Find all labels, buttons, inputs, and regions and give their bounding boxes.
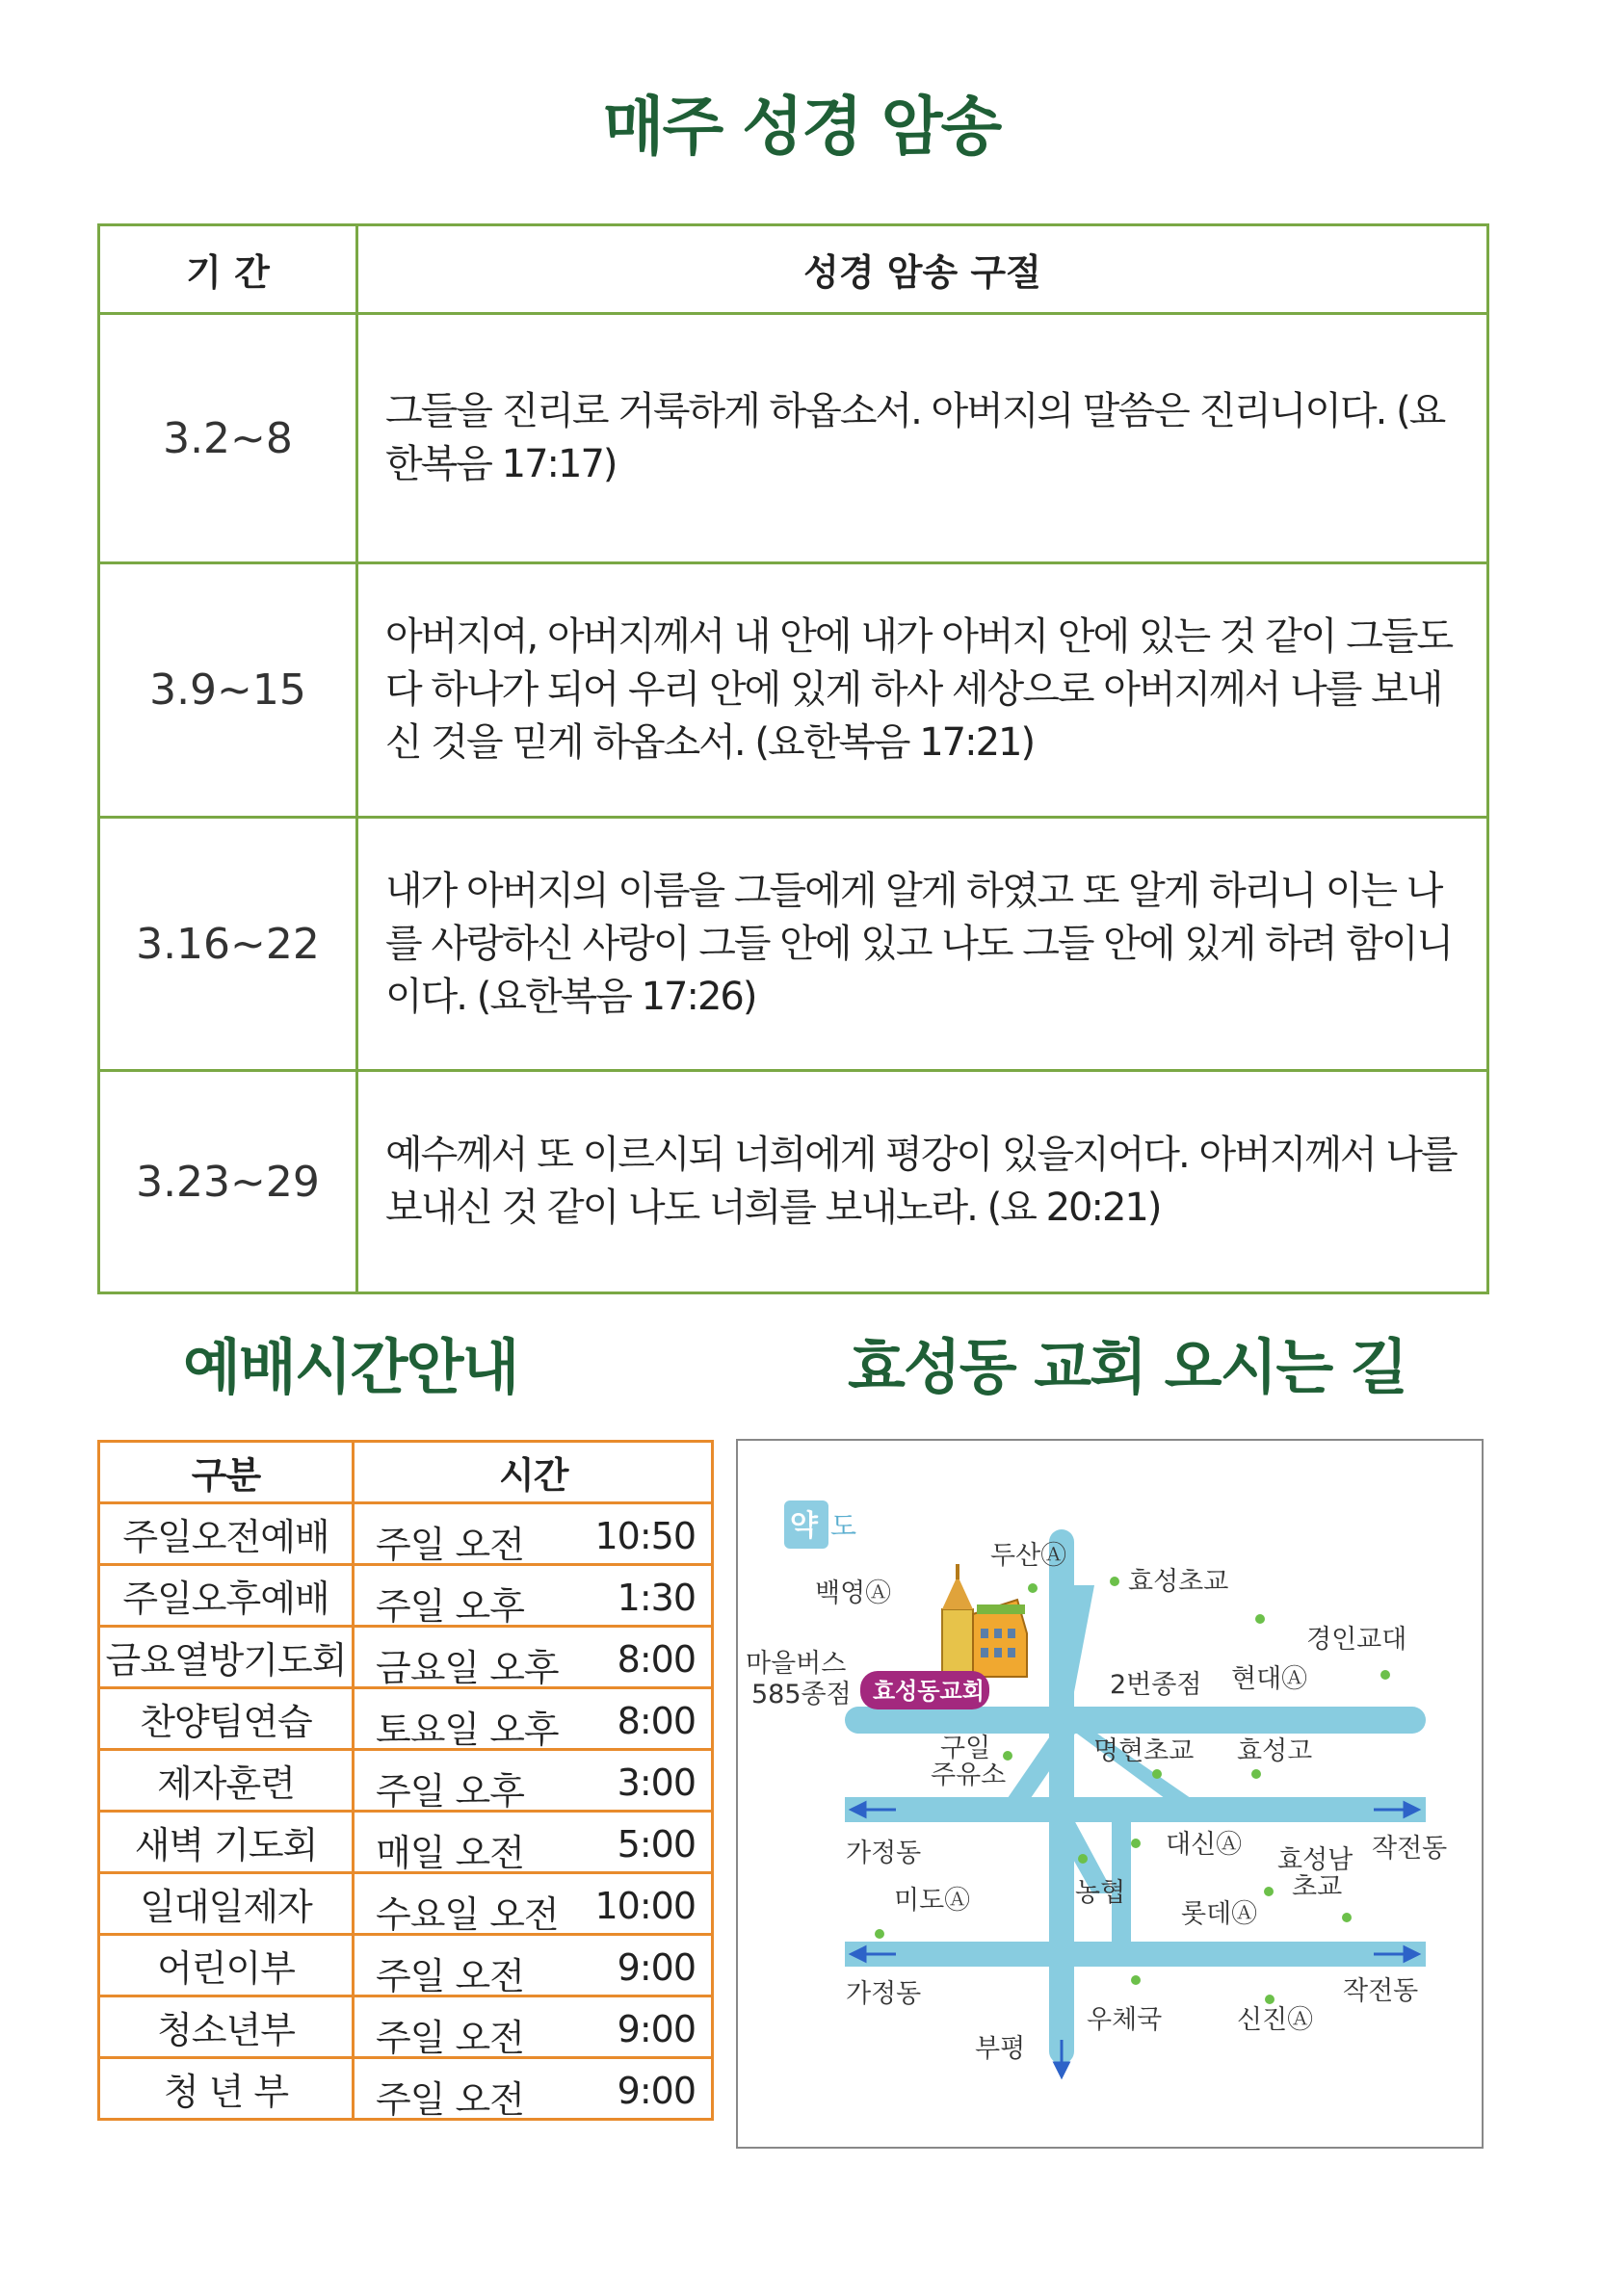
worship-schedule-table: [97, 1440, 714, 2121]
verse-memorization-table: [97, 223, 1489, 1294]
label-hyoseong-elem: 효성초교: [1128, 1567, 1229, 1597]
directions-map: [736, 1439, 1484, 2149]
service-day: 주일 오전: [376, 1955, 524, 1997]
church-icon: [942, 1564, 1027, 1677]
verse-cell: 예수께서 또 이르시되 너희에게 평강이 있을지어다. 아버지께서 나를 보내신 것 같이 나도 너희를 보내노라. (요 20:21): [357, 1071, 1488, 1293]
church-label: 효성동교회: [873, 1678, 985, 1705]
period-cell: 3.2~8: [99, 314, 357, 563]
worship-times-title: 예배시간안내: [183, 1332, 518, 1402]
label-myeonghyeon: 명현초교: [1093, 1736, 1195, 1766]
label-hyoseongnam-2: 초교: [1292, 1872, 1343, 1902]
table-row: [99, 818, 1488, 1071]
table-row: [99, 1935, 713, 1996]
service-clock: 8:00: [617, 1700, 696, 1742]
label-post: 우체국: [1087, 2005, 1163, 2035]
label-gajeong-bottom: 가정동: [846, 1979, 922, 2009]
service-day: 주일 오전: [376, 2017, 524, 2059]
label-gyeongin-edu: 경인교대: [1306, 1625, 1407, 1655]
label-hyoseongnam-1: 효성남: [1277, 1845, 1353, 1875]
service-name: 일대일제자: [99, 1873, 354, 1935]
service-clock: 8:00: [617, 1638, 696, 1681]
header-time: 시간: [354, 1442, 713, 1503]
service-name: 주일오후예배: [99, 1565, 354, 1627]
label-bupyeong: 부평: [975, 2034, 1026, 2064]
verse-section-title: 매주 성경 암송: [602, 90, 1001, 164]
legend-do: 도: [830, 1510, 857, 1542]
table-row: [99, 1873, 713, 1935]
service-day: 주일 오후: [376, 1770, 524, 1813]
label-nonghyup: 농협: [1075, 1878, 1126, 1908]
service-day: 매일 오전: [376, 1832, 524, 1874]
service-day: 금요일 오후: [376, 1647, 559, 1689]
header-category: 구분: [99, 1442, 354, 1503]
label-bus-1: 마을버스: [746, 1649, 847, 1679]
label-hyundai: 현대Ⓐ: [1231, 1664, 1308, 1694]
service-time: [354, 1812, 713, 1873]
road-middle: [845, 1797, 1426, 1822]
period-cell: 3.16~22: [99, 818, 357, 1071]
service-clock: 10:50: [594, 1515, 696, 1557]
service-clock: 9:00: [617, 2070, 696, 2112]
directions-title: 효성동 교회 오시는 길: [848, 1332, 1406, 1402]
service-clock: 10:00: [594, 1885, 696, 1927]
label-baekyeong: 백영Ⓐ: [815, 1578, 892, 1608]
verse-cell: 아버지여, 아버지께서 내 안에 내가 아버지 안에 있는 것 같이 그들도 다 하나가 되어 우리 안에 있게 하사 세상으로 아버지께서 나를 보내신 것을 믿게 하옵소서. (요한복음 17:21): [357, 563, 1488, 818]
label-jakjeon-bottom: 작전동: [1343, 1976, 1419, 2006]
service-clock: 9:00: [617, 1946, 696, 1989]
service-time: [354, 1503, 713, 1565]
table-row: [99, 1688, 713, 1750]
table-row: [99, 2058, 713, 2120]
table-row: [99, 563, 1488, 818]
service-name: 청 년 부: [99, 2058, 354, 2120]
service-time: [354, 2058, 713, 2120]
verse-cell: 내가 아버지의 이름을 그들에게 알게 하였고 또 알게 하리니 이는 나를 사랑하신 사랑이 그들 안에 있고 나도 그들 안에 있게 하려 함이니이다. (요한복음 17:26): [357, 818, 1488, 1071]
legend-yak: 약: [790, 1509, 818, 1543]
map-legend: [784, 1500, 856, 1549]
service-name: 제자훈련: [99, 1750, 354, 1812]
service-time: [354, 1688, 713, 1750]
label-bus-2: 585종점: [751, 1680, 852, 1709]
service-day: 주일 오후: [376, 1585, 524, 1628]
service-day: 주일 오전: [376, 1524, 524, 1566]
service-time: [354, 1996, 713, 2058]
period-cell: 3.23~29: [99, 1071, 357, 1293]
service-name: 어린이부: [99, 1935, 354, 1996]
service-name: 청소년부: [99, 1996, 354, 2058]
verse-cell: 그들을 진리로 거룩하게 하옵소서. 아버지의 말씀은 진리니이다. (요한복음 17:17): [357, 314, 1488, 563]
label-daesin: 대신Ⓐ: [1166, 1830, 1243, 1860]
service-name: 주일오전예배: [99, 1503, 354, 1565]
table-row: [99, 1071, 1488, 1293]
label-guil-2: 주유소: [931, 1761, 1007, 1790]
table-row: [99, 1812, 713, 1873]
table-row: [99, 1996, 713, 2058]
service-clock: 9:00: [617, 2008, 696, 2050]
table-row: [99, 1565, 713, 1627]
service-time: [354, 1627, 713, 1688]
label-lotte: 롯데Ⓐ: [1181, 1899, 1258, 1929]
service-day: 수요일 오전: [376, 1893, 559, 1936]
service-name: 금요열방기도회: [99, 1627, 354, 1688]
table-row: [99, 1750, 713, 1812]
label-guil-1: 구일: [940, 1734, 991, 1763]
header-verse: 성경 암송 구절: [357, 225, 1488, 314]
service-name: 새벽 기도회: [99, 1812, 354, 1873]
label-bus-no2: 2번종점: [1110, 1670, 1202, 1700]
service-day: 주일 오전: [376, 2078, 524, 2121]
table-row: [99, 314, 1488, 563]
service-time: [354, 1750, 713, 1812]
label-doosan: 두산Ⓐ: [990, 1541, 1067, 1571]
table-row: [99, 1627, 713, 1688]
road-bottom: [845, 1942, 1426, 1967]
label-jakjeon-top: 작전동: [1372, 1834, 1448, 1864]
church-badge: [860, 1671, 989, 1709]
label-mido: 미도Ⓐ: [894, 1886, 971, 1916]
service-time: [354, 1565, 713, 1627]
table-row: [99, 1503, 713, 1565]
label-sinjin: 신진Ⓐ: [1237, 2005, 1314, 2035]
header-period: 기 간: [99, 225, 357, 314]
label-gajeong-top: 가정동: [846, 1839, 922, 1868]
road-top: [845, 1707, 1426, 1734]
map-drawing: [738, 1441, 1482, 2147]
service-clock: 3:00: [617, 1761, 696, 1804]
label-hyoseong-high: 효성고: [1237, 1736, 1313, 1766]
arrowhead-down: [1055, 2063, 1068, 2076]
service-clock: 5:00: [617, 1823, 696, 1866]
period-cell: 3.9~15: [99, 563, 357, 818]
service-time: [354, 1873, 713, 1935]
service-name: 찬양팀연습: [99, 1688, 354, 1750]
service-day: 토요일 오후: [376, 1709, 559, 1751]
service-time: [354, 1935, 713, 1996]
service-clock: 1:30: [617, 1577, 696, 1619]
